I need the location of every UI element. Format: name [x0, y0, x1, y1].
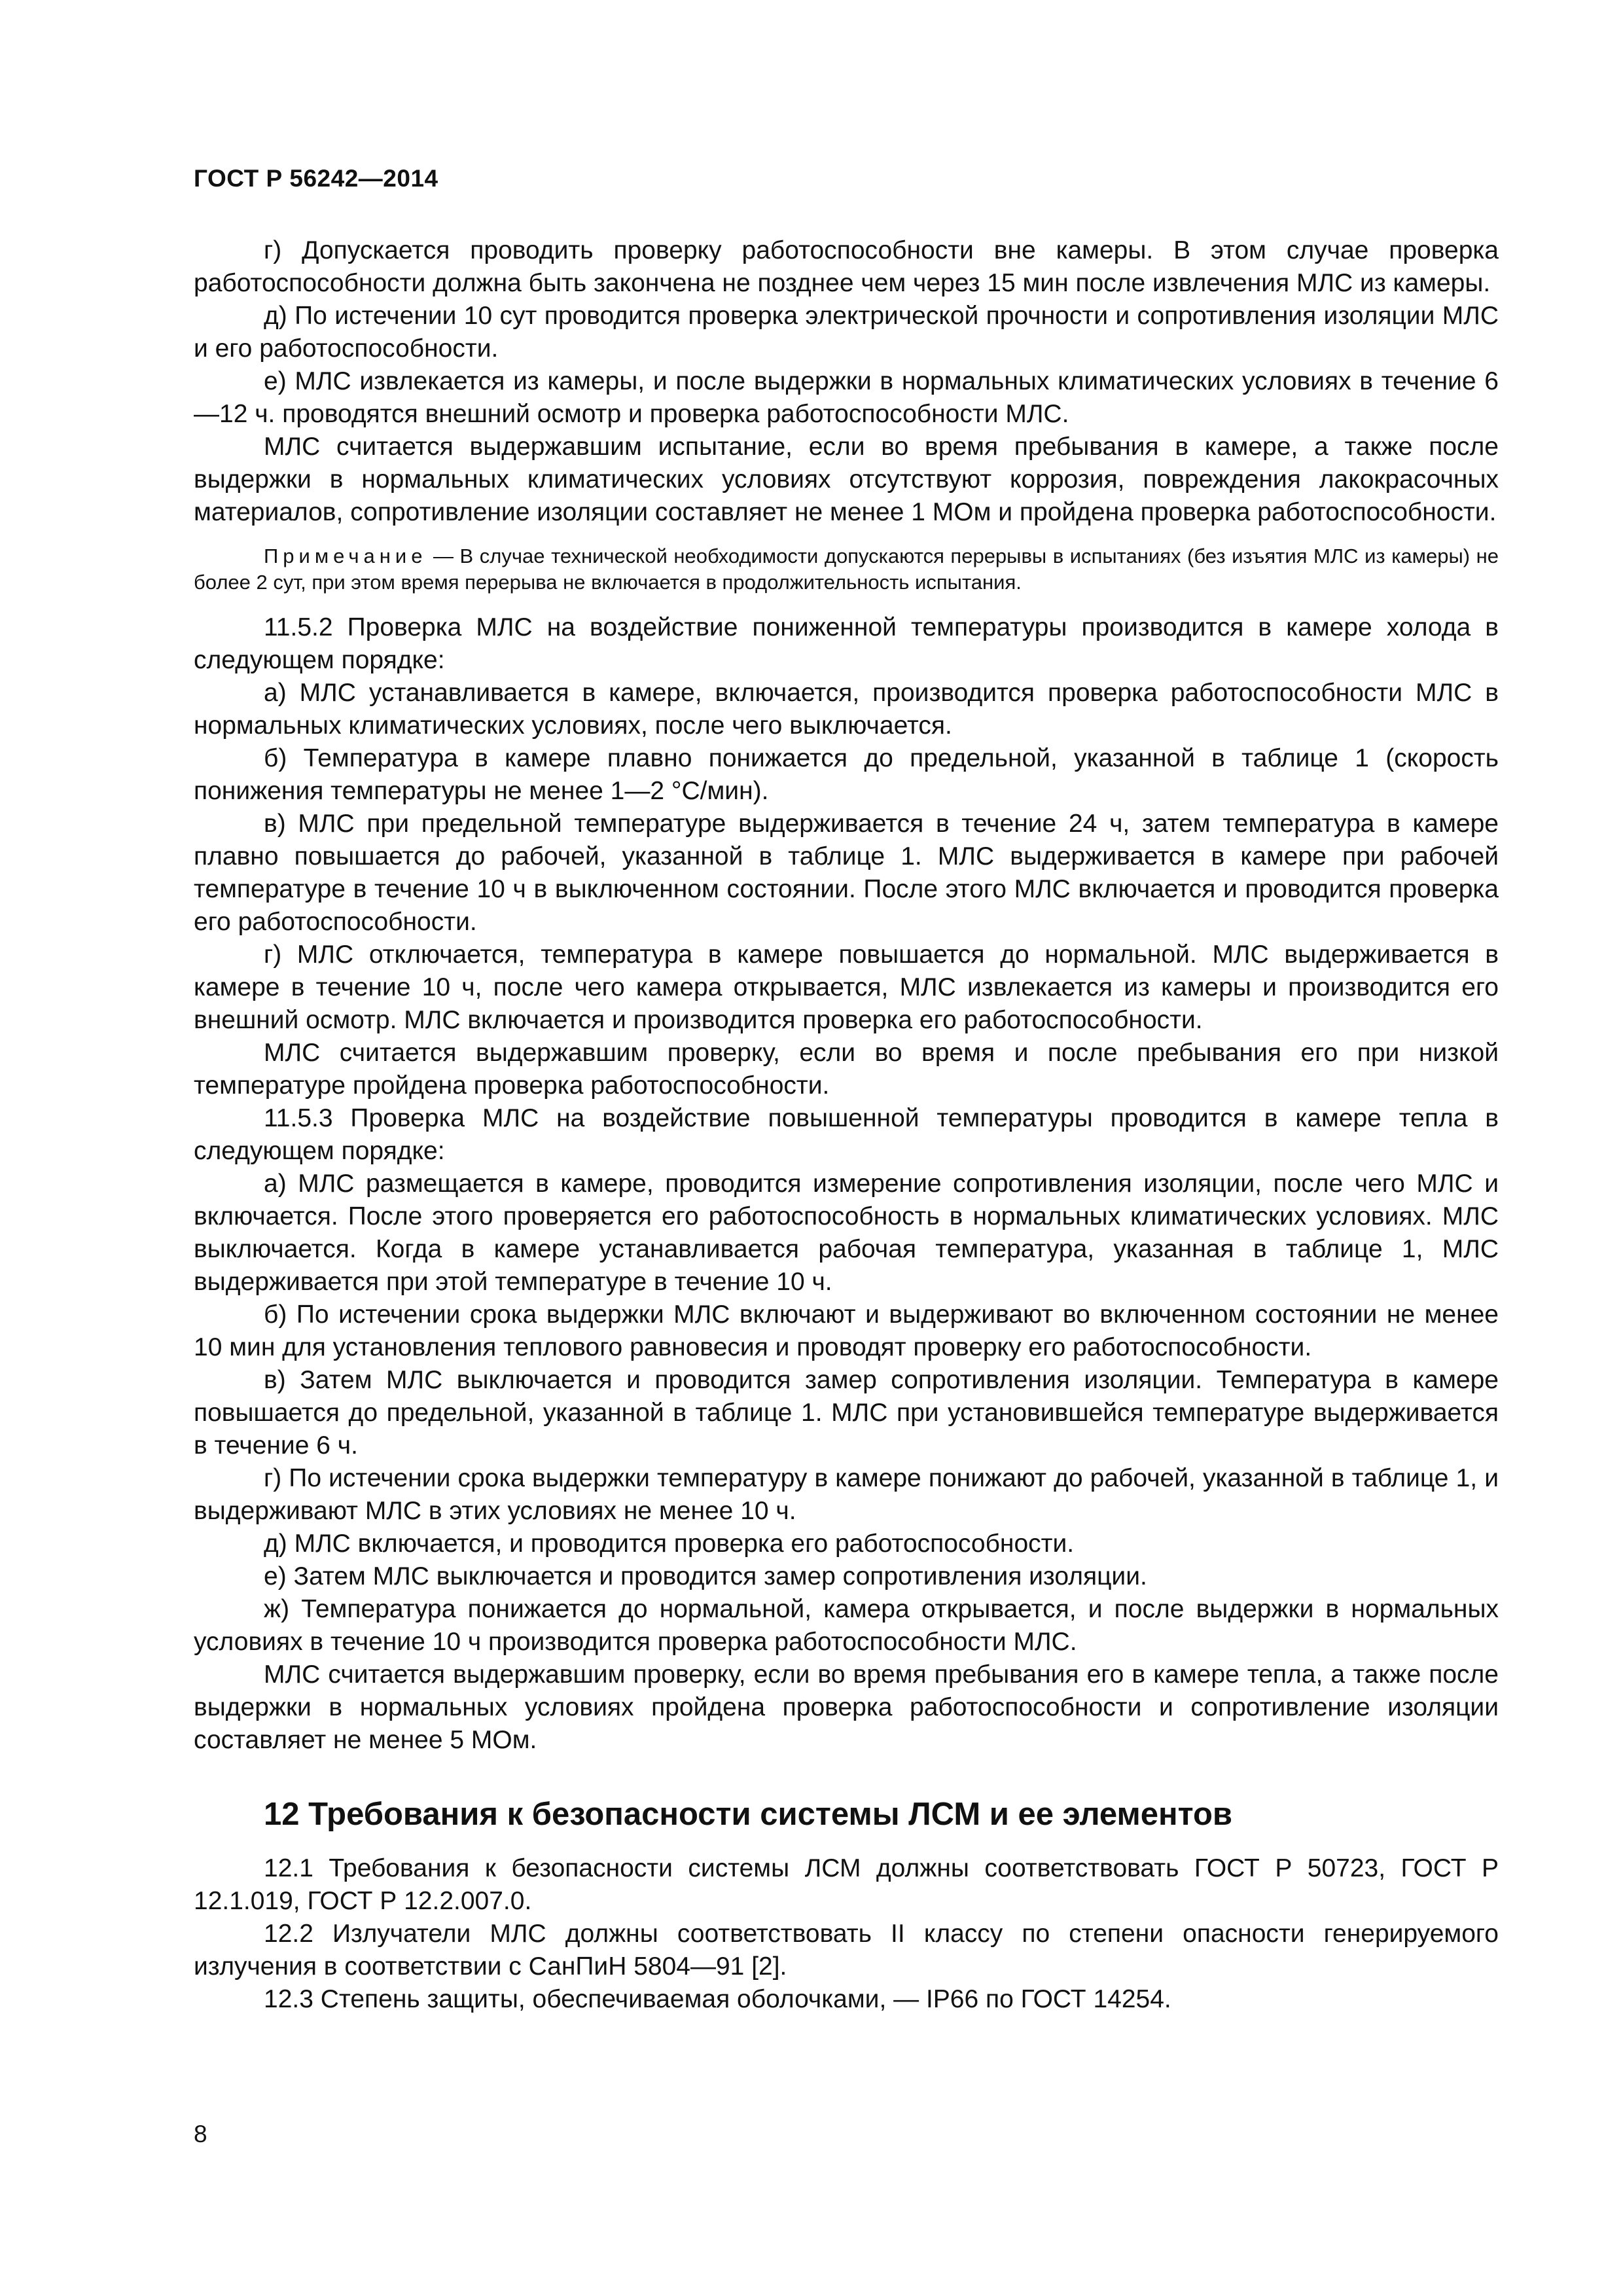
- paragraph: 12.2 Излучатели МЛС должны соответствовать II классу по степени опасности генерируемого излучения в соответствии с СанПиН 5804—91 [2].: [194, 1920, 1499, 1981]
- paragraph: МЛС считается выдержавшим испытание, если во время пребывания в камере, а также после выдержки в нормальных климатических условиях отсутствуют коррозия, повреждения лакокрасочных материалов, сопротивление изоляции составляет не менее 1 МОм и пройдена проверка работоспособности.: [194, 433, 1499, 526]
- document-body: [194, 234, 1499, 2016]
- paragraph: 12.3 Степень защиты, обеспечиваемая оболочками, — IP66 по ГОСТ 14254.: [264, 1985, 1171, 2013]
- paragraph: б) По истечении срока выдержки МЛС включают и выдерживают во включенном состоянии не менее 10 мин для установления теплового равновесия и проводят проверку его работоспособности.: [194, 1300, 1499, 1361]
- paragraph: 11.5.3 Проверка МЛС на воздействие повышенной температуры проводится в камере тепла в следующем порядке:: [194, 1104, 1499, 1165]
- paragraph: е) МЛС извлекается из камеры, и после выдержки в нормальных климатических условиях в течение 6—12 ч. проводятся внешний осмотр и проверка работоспособности МЛС.: [194, 367, 1499, 428]
- paragraph: е) Затем МЛС выключается и проводится замер сопротивления изоляции.: [264, 1562, 1147, 1590]
- paragraph: г) Допускается проводить проверку работоспособности вне камеры. В этом случае проверка работоспособности должна быть закончена не позднее чем через 15 мин после извлечения МЛС из камеры.: [194, 236, 1499, 297]
- paragraph: а) МЛС устанавливается в камере, включается, производится проверка работоспособности МЛС в нормальных климатических условиях, после чего выключается.: [194, 679, 1499, 740]
- paragraph: г) По истечении срока выдержки температуру в камере понижают до рабочей, указанной в таблице 1, и выдерживают МЛС в этих условиях не менее 10 ч.: [194, 1464, 1499, 1525]
- paragraph: 12.1 Требования к безопасности системы ЛСМ должны соответствовать ГОСТ Р 50723, ГОСТ Р 12.1.019, ГОСТ Р 12.2.007.0.: [194, 1854, 1499, 1915]
- document-code-header: ГОСТ Р 56242—2014: [194, 165, 438, 192]
- paragraph: а) МЛС размещается в камере, проводится измерение сопротивления изоляции, после чего МЛС и включается. После этого проверяется его работоспособность в нормальных климатических условиях. МЛС выключается. Когда в камере устанавливается рабочая температура, указанная в таблице 1, МЛС выдерживается при этой температуре в течение 10 ч.: [194, 1170, 1499, 1296]
- note-label: Примечание: [264, 545, 427, 567]
- paragraph: ж) Температура понижается до нормальной, камера открывается, и после выдержки в нормальных условиях в течение 10 ч производится проверка работоспособности МЛС.: [194, 1595, 1499, 1656]
- paragraph: в) Затем МЛС выключается и проводится замер сопротивления изоляции. Температура в камере повышается до предельной, указанной в таблице 1. МЛС при установившейся температуре выдерживается в течение 6 ч.: [194, 1366, 1499, 1460]
- paragraph: МЛС считается выдержавшим проверку, если во время и после пребывания его при низкой температуре пройдена проверка работоспособности.: [194, 1039, 1499, 1100]
- note-text: — В случае технической необходимости допускаются перерывы в испытаниях (без изъятия МЛС из камеры) не более 2 сут, при этом время перерыва не включается в продолжительность испытания.: [194, 545, 1499, 594]
- paragraph: МЛС считается выдержавшим проверку, если во время пребывания его в камере тепла, а также после выдержки в нормальных условиях пройдена проверка работоспособности и сопротивление изоляции составляет не менее 5 МОм.: [194, 1660, 1499, 1754]
- paragraph: в) МЛС при предельной температуре выдерживается в течение 24 ч, затем температура в камере плавно повышается до рабочей, указанной в таблице 1. МЛС выдерживается в камере при рабочей температуре в течение 10 ч в выключенном состоянии. После этого МЛС включается и проводится проверка его работоспособности.: [194, 810, 1499, 936]
- section-heading: 12 Требования к безопасности системы ЛСМ и ее элементов: [264, 1797, 1233, 1832]
- paragraph: 11.5.2 Проверка МЛС на воздействие пониженной температуры производится в камере холода в следующем порядке:: [194, 613, 1499, 674]
- paragraph: д) МЛС включается, и проводится проверка его работоспособности.: [264, 1530, 1075, 1558]
- paragraph: б) Температура в камере плавно понижается до предельной, указанной в таблице 1 (скорость понижения температуры не менее 1—2 °С/мин).: [194, 744, 1499, 805]
- paragraph: д) По истечении 10 сут проводится проверка электрической прочности и сопротивления изоляции МЛС и его работоспособности.: [194, 302, 1499, 363]
- paragraph: г) МЛС отключается, температура в камере повышается до нормальной. МЛС выдерживается в камере в течение 10 ч, после чего камера открывается, МЛС извлекается из камеры и производится его внешний осмотр. МЛС включается и производится проверка его работоспособности.: [194, 941, 1499, 1034]
- page-number: 8: [194, 2121, 207, 2147]
- note-paragraph: [194, 543, 1499, 596]
